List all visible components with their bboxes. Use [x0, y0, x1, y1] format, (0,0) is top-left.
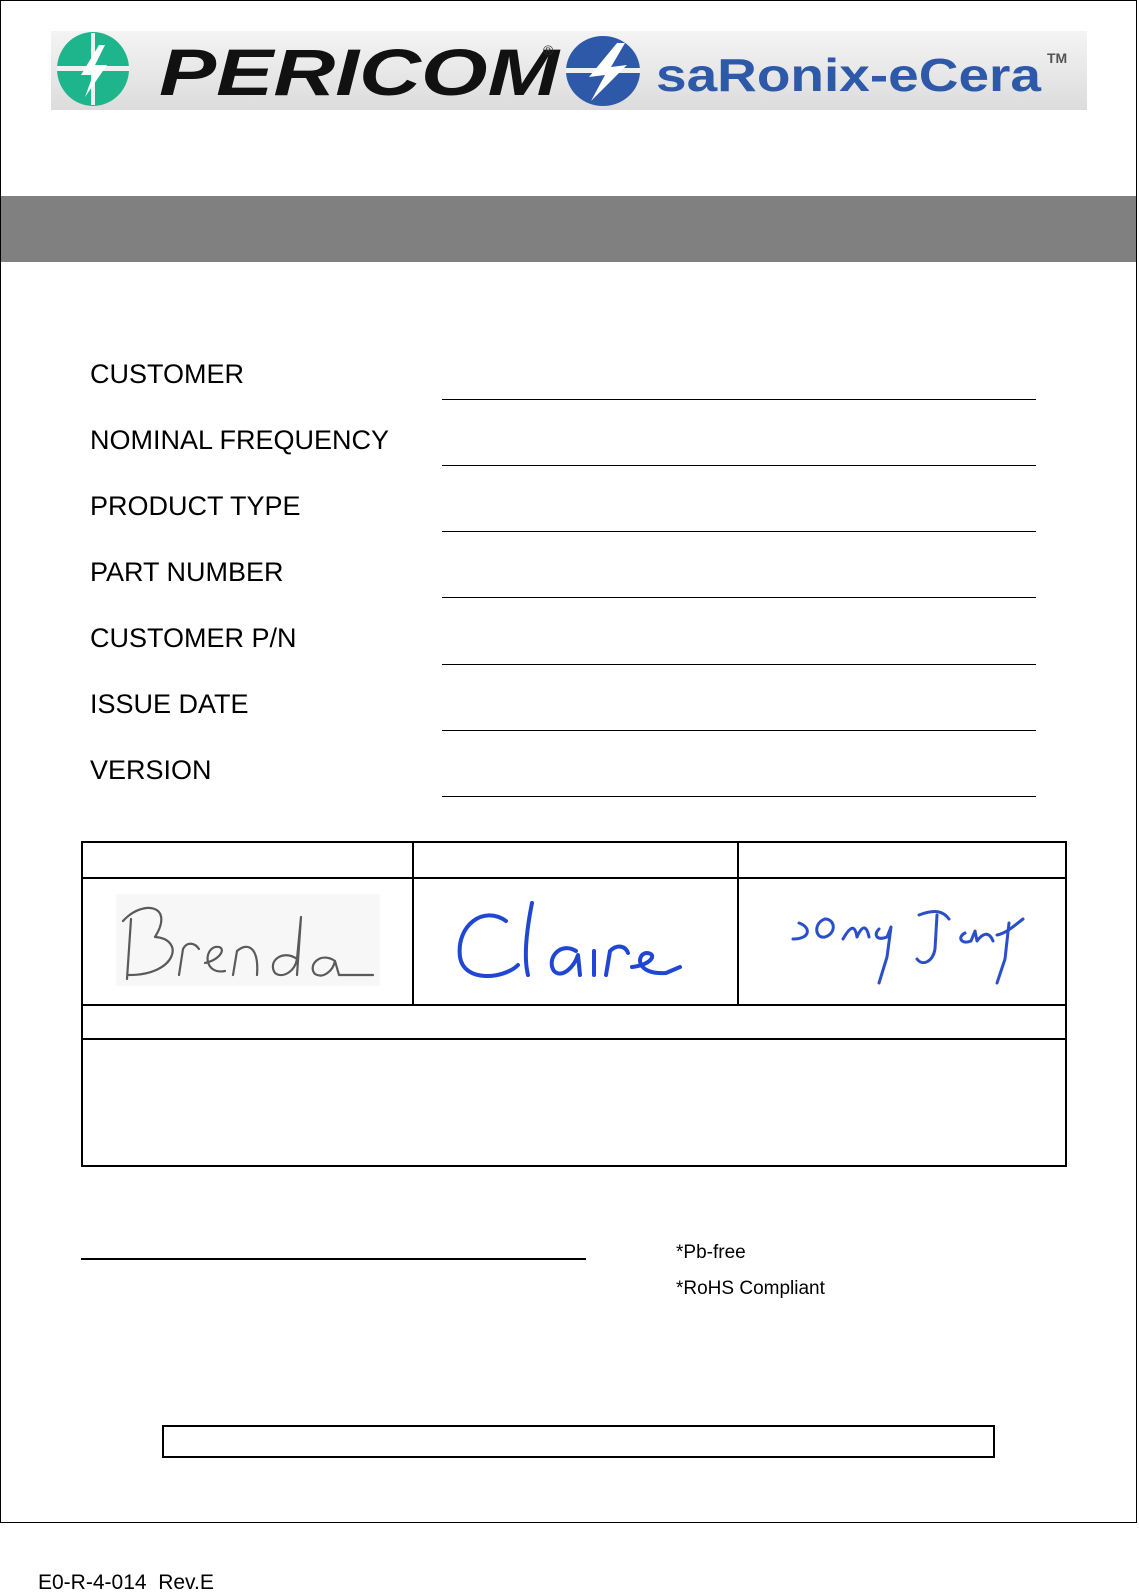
pericom-wordmark: PERICOM: [159, 35, 562, 109]
signature-claire: [414, 879, 737, 1006]
field-label-version: VERSION: [90, 755, 212, 785]
saronix-wordmark: saRonix-eCera: [656, 49, 1042, 101]
title-band: [1, 196, 1136, 262]
footer-box: [162, 1425, 995, 1458]
note-rohs-compliant: *RoHS Compliant: [676, 1278, 825, 1299]
field-line-customer: [442, 399, 1036, 400]
signature-cell-3: [739, 879, 1065, 1006]
signature-brenda: [83, 879, 412, 1006]
pericom-emblem-icon: [57, 32, 129, 106]
field-line-issue-date: [442, 730, 1036, 731]
saronix-emblem-icon: [566, 36, 640, 106]
signature-cell-2: [414, 879, 737, 1006]
registered-mark: ®: [543, 42, 554, 58]
field-label-customer: CUSTOMER: [90, 359, 245, 389]
logo-artwork: [51, 31, 1087, 110]
field-line-version: [442, 796, 1036, 797]
field-line-nominal-frequency: [442, 465, 1036, 466]
field-label-issue-date: ISSUE DATE: [90, 689, 249, 719]
field-label-nominal-frequency: NOMINAL FREQUENCY: [90, 425, 390, 455]
logo-banner: [51, 31, 1087, 110]
table-divider: [83, 1038, 1065, 1040]
field-line-customer-pn: [442, 664, 1036, 665]
signature-dong-yang: [739, 879, 1065, 1006]
document-code: E0-R-4-014 Rev.E: [38, 1571, 214, 1594]
trademark-mark: TM: [1047, 50, 1068, 66]
field-label-product-type: PRODUCT TYPE: [90, 491, 301, 521]
field-label-part-number: PART NUMBER: [90, 557, 284, 587]
bottom-signature-line: [81, 1258, 586, 1260]
signature-cell-1: [83, 879, 412, 1006]
approval-table: [81, 841, 1067, 1167]
field-line-part-number: [442, 597, 1036, 598]
note-pb-free: *Pb-free: [676, 1242, 746, 1263]
field-line-product-type: [442, 531, 1036, 532]
field-label-customer-pn: CUSTOMER P/N: [90, 623, 297, 653]
